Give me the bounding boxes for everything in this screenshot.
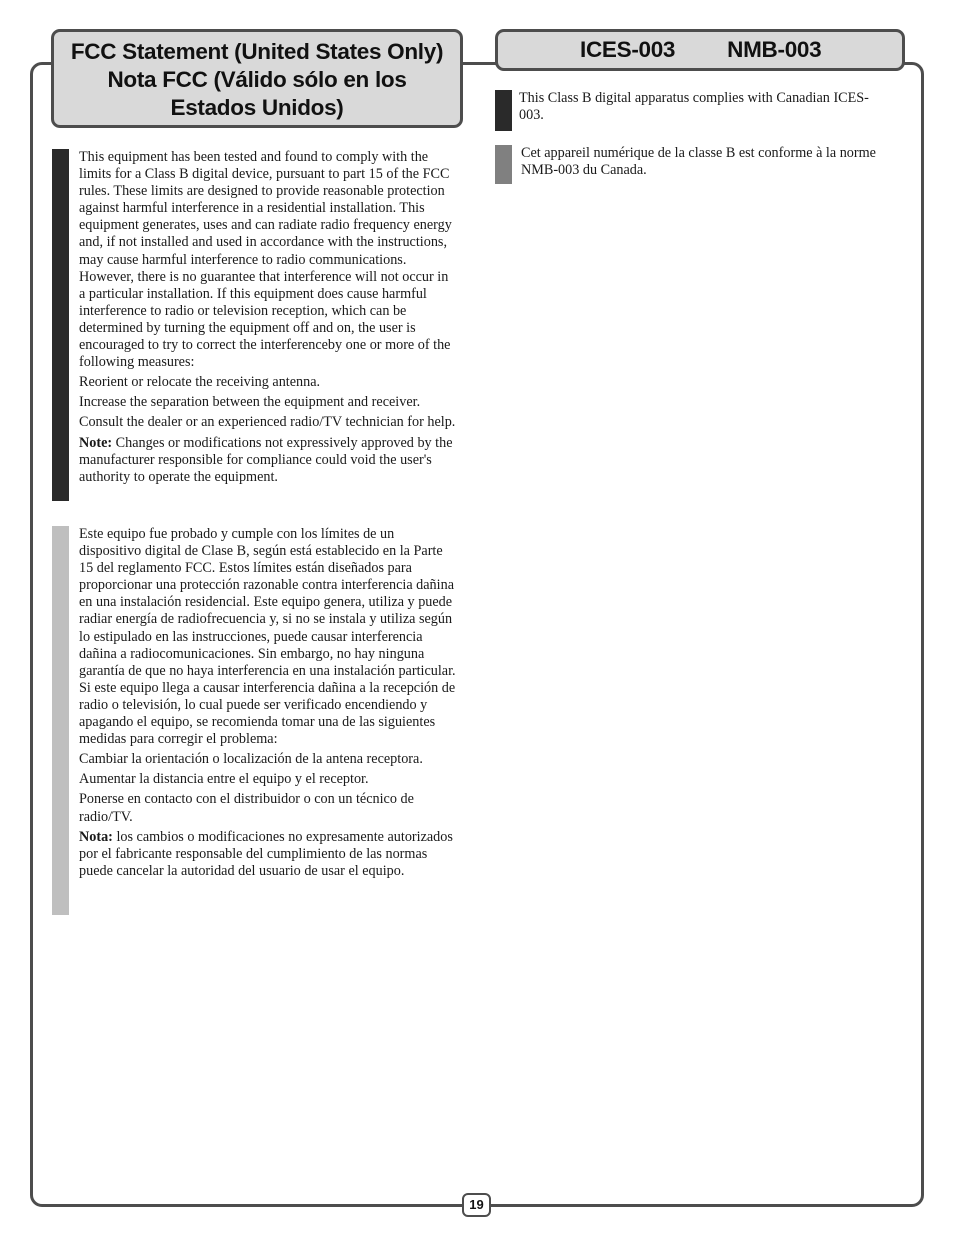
fcc-english-measure-3: Consult the dealer or an experienced radio/TV technician for help. <box>79 414 456 431</box>
ices-english-text: This Class B digital apparatus complies with Canadian ICES-003. <box>519 90 869 124</box>
spanish-marker-bar <box>52 526 69 915</box>
nmb-title: NMB-003 <box>727 37 822 62</box>
page-number: 19 <box>462 1193 491 1217</box>
fcc-english-note <box>79 435 457 486</box>
ices-title-box <box>495 29 905 71</box>
fcc-title-line2: Nota FCC (Válido sólo en los <box>107 67 407 92</box>
fcc-english-measure-2: Increase the separation between the equipment and receiver. <box>79 394 421 411</box>
fcc-spanish-measure-3: Ponerse en contacto con el distribuidor o con un técnico de radio/TV. <box>79 791 414 825</box>
fcc-spanish-measure-1: Cambiar la orientación o localización de la antena receptora. <box>79 751 423 768</box>
fcc-english-body: This equipment has been tested and found to comply with the limits for a Class B digital device, pursuant to part 15 of the FCC rules. These limits are designed to provide reasonable protection against harmful interference in a residential installation. This equipment generates, uses and can radiate radio frequency energy and, if not installed and used in accordance with the instructions, may cause harmful interference to radio communications. However, there is no guarantee that interference will not occur in a particular installation. If this equipment does cause harmful interference to radio or television reception, which can be determined by turning the equipment off and on, the user is encouraged to try to correct the interferenceby one or more of the following measures: <box>79 149 452 371</box>
fcc-spanish-text <box>79 526 457 883</box>
fcc-spanish-section <box>52 526 457 915</box>
fcc-english-text <box>79 149 457 489</box>
nmb-french-section <box>495 145 895 184</box>
french-marker-bar <box>495 145 512 184</box>
fcc-spanish-note <box>79 829 457 880</box>
fcc-spanish-measure-2: Aumentar la distancia entre el equipo y el receptor. <box>79 771 369 788</box>
fcc-spanish-note-text: los cambios o modificaciones no expresamente autorizados por el fabricante responsable del cumplimiento de las normas puede cancelar la autoridad del usuario de usar el equipo. <box>79 828 453 879</box>
fcc-english-section <box>52 149 457 501</box>
fcc-spanish-body: Este equipo fue probado y cumple con los límites de un dispositivo digital de Clase B, según está establecido en la Parte 15 del reglamento FCC. Estos límites están diseñados para proporcionar una protección razonable contra interferencia dañina en una instalación residencial. Este equipo genera, utiliza y puede radiar energía de radiofrecuencia y, si no se instala y utiliza según lo estipulado en las instrucciones, puede causar interferencia dañina a radiocomunicaciones. Sin embargo, no hay ninguna garantía de que no haya interferencia en una instalación particular. Si este equipo llega a causar interferencia dañina a la recepción de radio o televisión, lo cual puede ser verificado encendiendo y apagando el equipo, se recomienda tomar una de las siguientes medidas para corregir el problema: <box>79 526 456 748</box>
english-marker-bar <box>495 90 512 131</box>
fcc-english-note-text: Changes or modifications not expressively approved by the manufacturer responsible for compliance could void the user's authority to operate the equipment. <box>79 434 453 485</box>
fcc-title-box <box>51 29 463 128</box>
fcc-english-measure-1: Reorient or relocate the receiving antenna. <box>79 374 321 391</box>
fcc-title-line3: Estados Unidos) <box>170 95 344 120</box>
fcc-english-note-label: Note: <box>79 434 113 451</box>
english-marker-bar <box>52 149 69 501</box>
ices-english-section <box>495 90 895 131</box>
ices-title: ICES-003 <box>580 37 676 62</box>
fcc-title-line1: FCC Statement (United States Only) <box>70 39 444 64</box>
nmb-french-text: Cet appareil numérique de la classe B est conforme à la norme NMB-003 du Canada. <box>521 145 876 179</box>
fcc-spanish-note-label: Nota: <box>79 828 113 845</box>
